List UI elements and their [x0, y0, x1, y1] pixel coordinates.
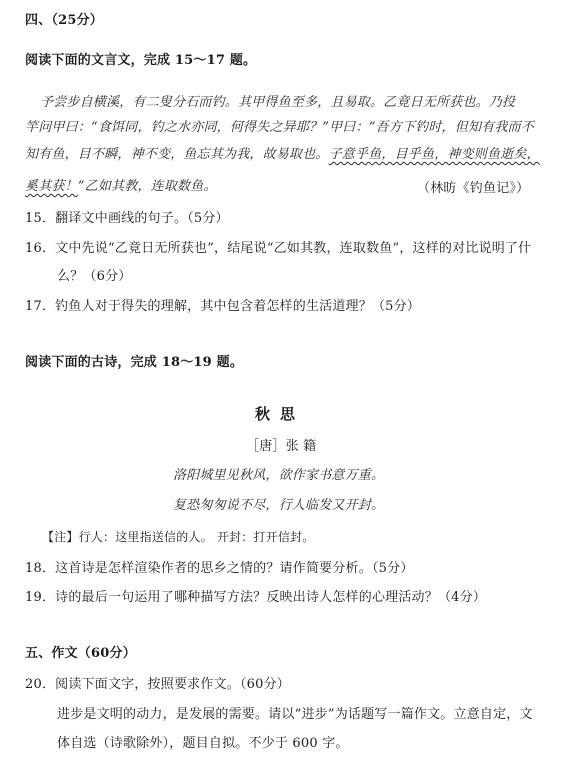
passage-line-4-plain: ”乙如其教，连取数鱼。: [77, 179, 217, 194]
poem-author: ［唐］张 籍: [246, 439, 317, 454]
poem-title: 秋思: [255, 405, 306, 423]
section-five-header: 五、作文（60分）: [25, 646, 136, 661]
question-18: 18．这首诗是怎样渲染作者的思乡之情的？请作简要分析。（5分）: [25, 561, 414, 576]
essay-prompt-line-1: 进步是文明的动力，是发展的需要。请以“进步”为话题写一篇作文。立意自定，文: [57, 707, 533, 722]
passage-line-4: [25, 178, 217, 196]
question-15: 15．翻译文中画线的句子。（5分）: [25, 211, 229, 226]
passage-line-2: 竿问甲曰：“食饵同，钓之水亦同，何得失之异耶？”甲曰：“吾方下钓时，但知有我而不: [25, 120, 534, 135]
essay-prompt-line-2: 体自选（诗歌除外），题目自拟。不少于 600 字。: [57, 736, 349, 751]
passage-line-3: [25, 146, 540, 164]
question-20: 20．阅读下面文字，按照要求作文。（60分）: [25, 677, 290, 692]
underlined-sentence-part-1: 子意乎鱼，目乎鱼，神变则鱼逝矣，: [328, 147, 540, 162]
classical-passage-instruction: 阅读下面的文言文，完成 15～17 题。: [25, 53, 257, 68]
poem-line-2: 复恐匆匆说不尽，行人临发又开封。: [173, 498, 385, 513]
question-16-line-1: 16．文中先说“乙竟日无所获也”，结尾说“乙如其教，连取数鱼”，这样的对比说明了什: [25, 241, 532, 256]
passage-source: （林昉《钓鱼记》）: [417, 181, 530, 196]
poem-line-1: 洛阳城里见秋风，欲作家书意万重。: [173, 468, 385, 483]
poem-annotation: 【注】行人：这里指送信的人。 开封：打开信封。: [42, 530, 315, 544]
section-four-header: 四、（25分）: [25, 13, 103, 28]
question-19: 19．诗的最后一句运用了哪种描写方法？反映出诗人怎样的心理活动？（4分）: [25, 590, 487, 605]
passage-line-1: 予尝步自横溪，有二叟分石而钓。其甲得鱼至多，且易取。乙竟日无所获也。乃投: [40, 95, 516, 110]
poem-instruction: 阅读下面的古诗，完成 18～19 题。: [25, 355, 244, 370]
question-17: 17．钓鱼人对于得失的理解，其中包含着怎样的生活道理？（5分）: [25, 299, 421, 314]
question-16-line-2: 么？（6分）: [57, 269, 132, 284]
underlined-sentence-part-2: 奚其获！: [25, 179, 78, 194]
passage-line-3-plain: 知有鱼，目不瞬，神不变，鱼忘其为我，故易取也。: [25, 147, 329, 162]
